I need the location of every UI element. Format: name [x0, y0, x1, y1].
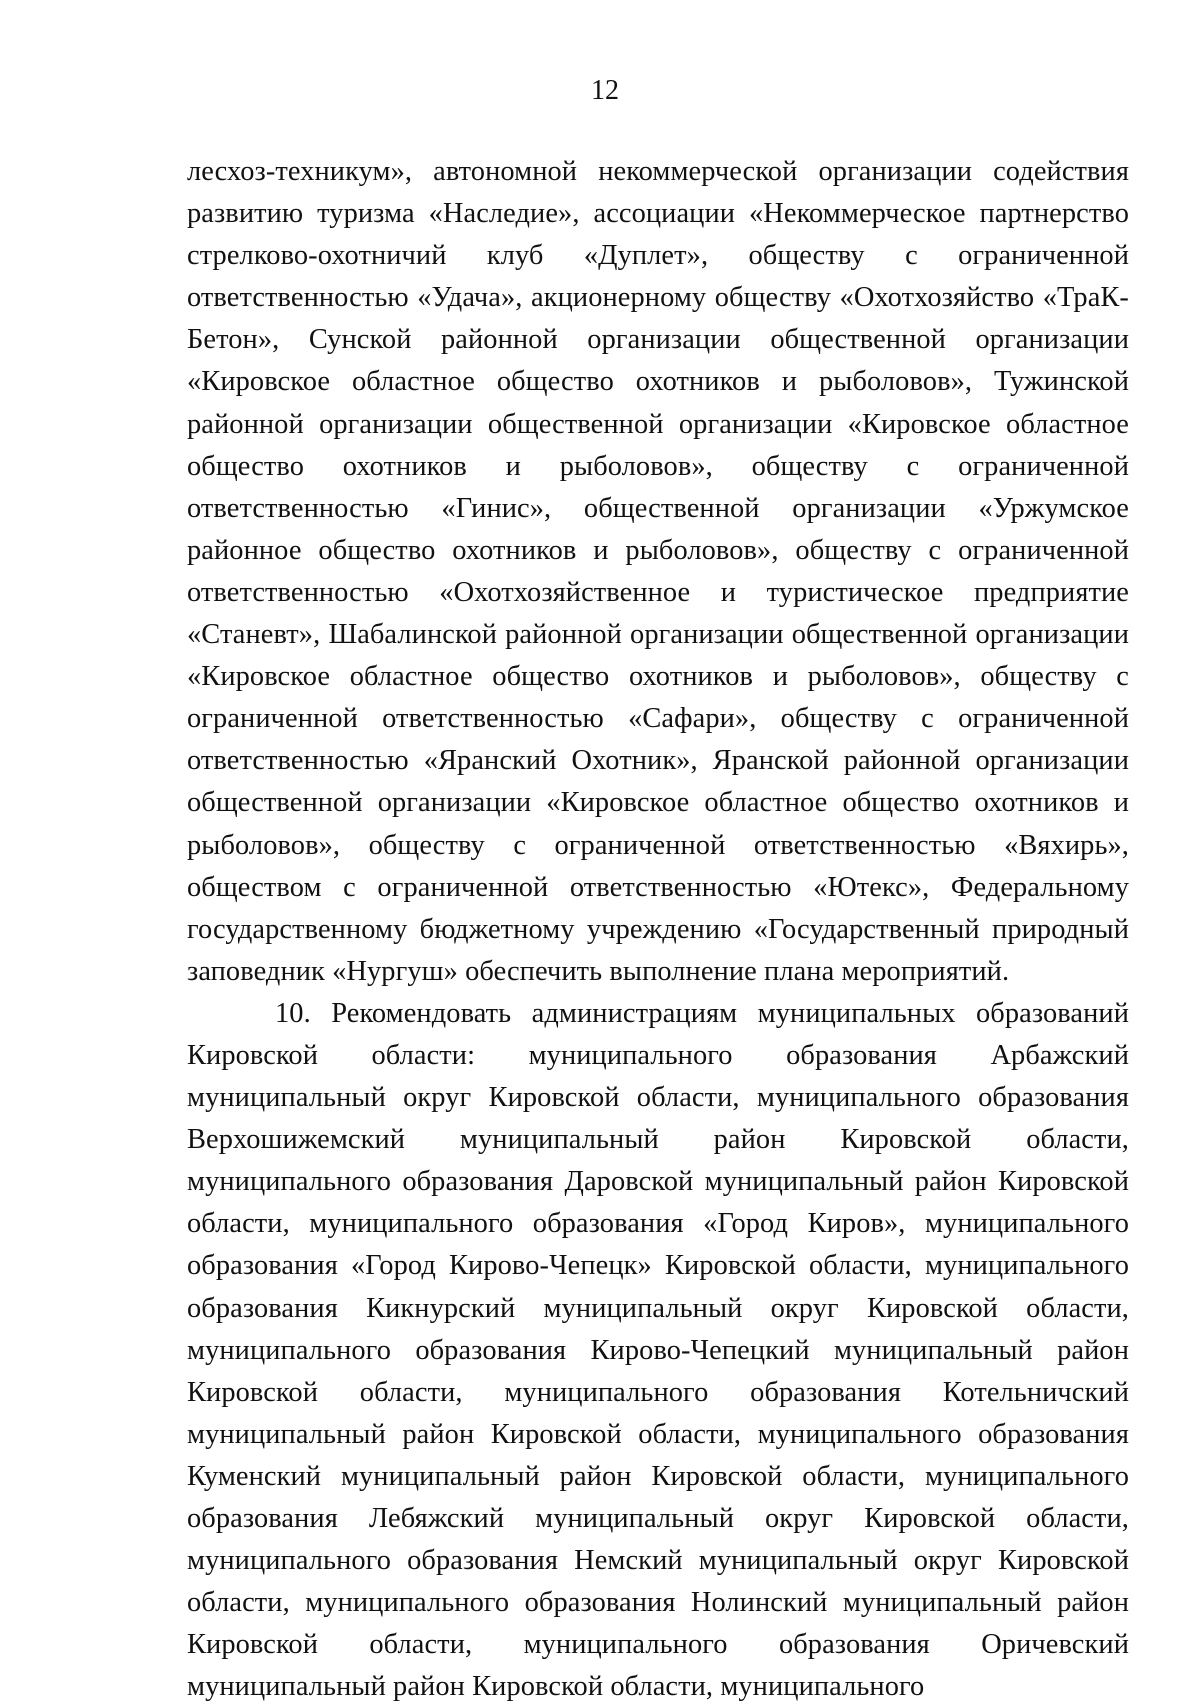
paragraph-continuation: лесхоз-техникум», автономной некоммерческой организации содействия развитию туризма «Наследие», ассоциации «Некоммерческое партнерство стрелково-охотничий клуб «Дуплет», обществу с ограниченной ответственностью «Удача», акционерному обществу «Охотхозяйство «ТраК-Бетон», Сунской районной организации общественной организации «Кировское областное общество охотников и рыболовов», Тужинской районной организации общественной организации «Кировское областное общество охотников и рыболовов», обществу с ограниченной ответственностью «Гинис», общественной организации «Уржумское районное общество охотников и рыболовов», обществу с ограниченной ответственностью «Охотхозяйственное и туристическое предприятие «Станевт», Шабалинской районной организации общественной организации «Кировское областное общество охотников и рыболовов», обществу с ограниченной ответственностью «Сафари», обществу с ограниченной ответственностью «Яранский Охотник», Яранской районной организации общественной организации «Кировское областное общество охотников и рыболовов», обществу с ограниченной ответственностью «Вяхирь», обществом с ограниченной ответственностью «Ютекс», Федеральному государственному бюджетному учреждению «Государственный природный заповедник «Нургуш» обеспечить выполнение плана мероприятий. [187, 156, 1129, 987]
page-number: 12 [591, 75, 619, 106]
body-text [187, 151, 1129, 1708]
paragraph-item-10: 10. Рекомендовать администрациям муниципальных образований Кировской области: муниципального образования Арбажский муниципальный округ Кировской области, муниципального образования Верхошижемский муниципальный район Кировской области, муниципального образования Даровской муниципальный район Кировской области, муниципального образования «Город Киров», муниципального образования «Город Кирово-Чепецк» Кировской области, муниципального образования Кикнурский муниципальный округ Кировской области, муниципального образования Кирово-Чепецкий муниципальный район Кировской области, муниципального образования Котельничский муниципальный район Кировской области, муниципального образования Куменский муниципальный район Кировской области, муниципального образования Лебяжский муниципальный округ Кировской области, муниципального образования Немский муниципальный округ Кировской области, муниципального образования Нолинский муниципальный район Кировской области, муниципального образования Оричевский муниципальный район Кировской области, муниципального [187, 997, 1129, 1703]
